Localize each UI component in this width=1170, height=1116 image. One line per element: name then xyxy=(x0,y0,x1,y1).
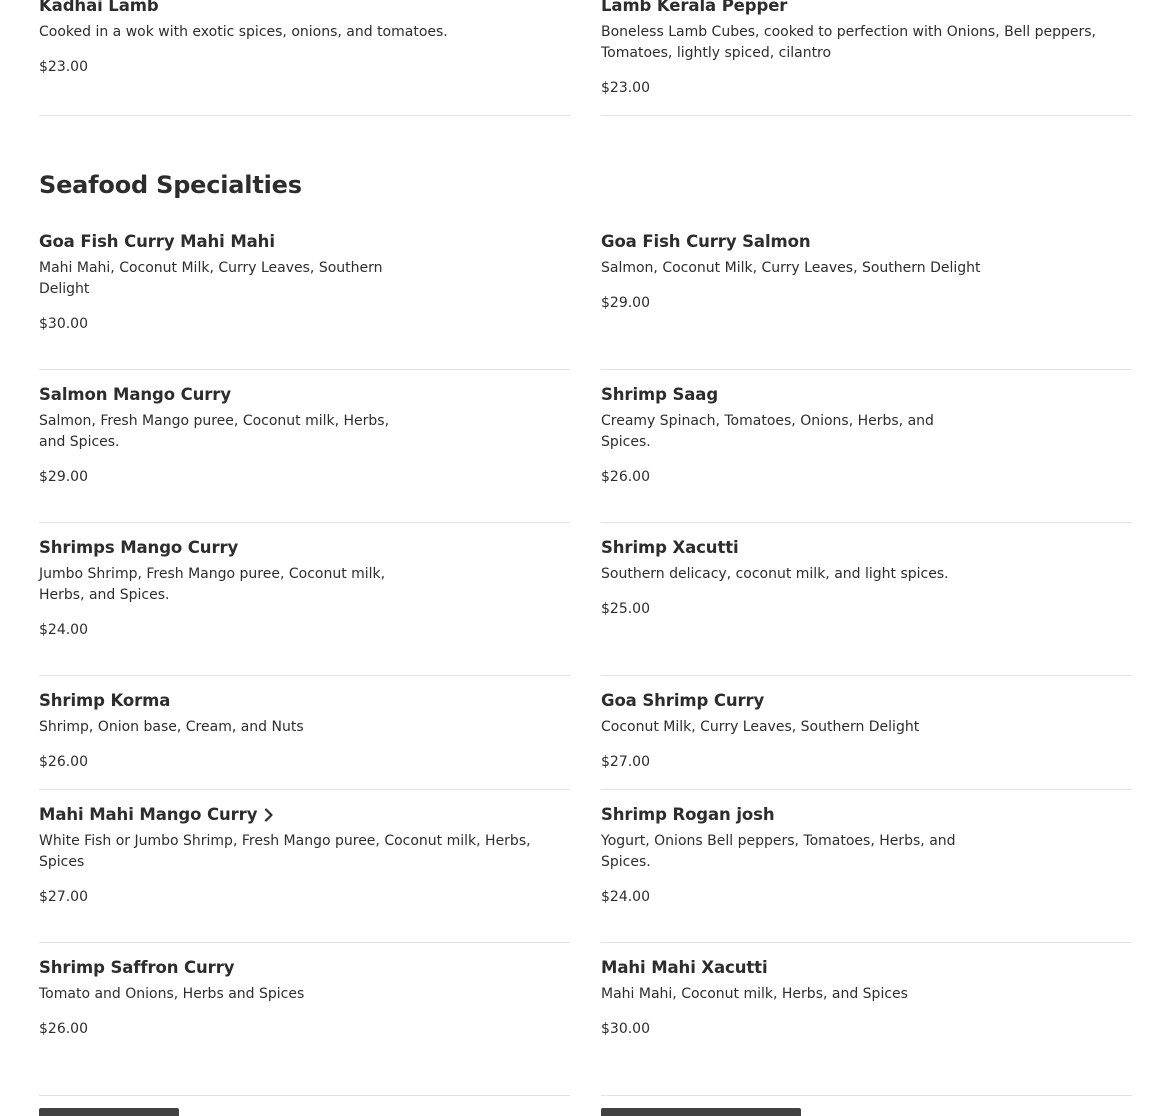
divider xyxy=(601,789,1132,790)
menu-item-description: Shrimp, Onion base, Cream, and Nuts xyxy=(39,719,304,735)
divider xyxy=(601,1095,1132,1096)
menu-item[interactable] xyxy=(601,232,1132,313)
menu-item-price: $29.00 xyxy=(601,295,650,311)
menu-item[interactable] xyxy=(39,0,570,77)
menu-item-description: Jumbo Shrimp, Fresh Mango puree, Coconut milk, Herbs, and Spices. xyxy=(39,566,386,603)
menu-item[interactable] xyxy=(39,538,570,640)
menu-item-price: $30.00 xyxy=(39,316,88,332)
divider xyxy=(601,369,1132,370)
divider xyxy=(601,675,1132,676)
divider xyxy=(39,1095,570,1096)
menu-item-price: $23.00 xyxy=(39,59,88,75)
menu-item[interactable] xyxy=(39,805,570,907)
menu-item-name: Mahi Mahi Mango Curry xyxy=(39,805,258,824)
divider xyxy=(39,675,570,676)
menu-item-price: $27.00 xyxy=(39,889,88,905)
menu-item-name: Shrimp Rogan josh xyxy=(601,805,775,824)
menu-item-peek[interactable] xyxy=(601,1108,801,1116)
menu-item-peek[interactable] xyxy=(39,1108,179,1116)
menu-item-description: Boneless Lamb Cubes, cooked to perfection with Onions, Bell peppers, Tomatoes, lightly spiced, cilantro xyxy=(601,24,1096,61)
menu-item-price: $26.00 xyxy=(601,469,650,485)
menu-item[interactable] xyxy=(39,691,570,772)
menu-item-description: Mahi Mahi, Coconut milk, Herbs, and Spices xyxy=(601,986,908,1002)
menu-item-price: $27.00 xyxy=(601,754,650,770)
menu-item-description: Mahi Mahi, Coconut Milk, Curry Leaves, Southern Delight xyxy=(39,260,383,297)
divider xyxy=(601,522,1132,523)
menu-item-description: Coconut Milk, Curry Leaves, Southern Delight xyxy=(601,719,920,735)
menu-item-description: Salmon, Fresh Mango puree, Coconut milk, Herbs, and Spices. xyxy=(39,413,390,450)
menu-item-name: Goa Shrimp Curry xyxy=(601,691,765,710)
menu-item[interactable] xyxy=(601,805,1132,907)
menu-item-name: Shrimp Saffron Curry xyxy=(39,958,235,977)
menu-item-name: Lamb Kerala Pepper xyxy=(601,0,788,15)
menu-item-name-row xyxy=(39,805,570,825)
divider xyxy=(39,369,570,370)
menu-item-price: $24.00 xyxy=(601,889,650,905)
menu-item-description: Tomato and Onions, Herbs and Spices xyxy=(39,986,305,1002)
menu-item-price: $30.00 xyxy=(601,1021,650,1037)
divider xyxy=(39,115,570,116)
menu-item-name: Kadhai Lamb xyxy=(39,0,159,15)
menu-item[interactable] xyxy=(601,538,1132,619)
divider xyxy=(601,942,1132,943)
menu-item-price: $26.00 xyxy=(39,1021,88,1037)
menu-item-price: $29.00 xyxy=(39,469,88,485)
chevron-right-icon[interactable] xyxy=(263,807,275,821)
menu-item-name: Goa Fish Curry Mahi Mahi xyxy=(39,232,275,251)
menu-item[interactable] xyxy=(39,385,570,487)
menu-item-price: $24.00 xyxy=(39,622,88,638)
menu-item-price: $25.00 xyxy=(601,601,650,617)
menu-item-description: Yogurt, Onions Bell peppers, Tomatoes, Herbs, and Spices. xyxy=(601,833,956,870)
menu-item-description: Creamy Spinach, Tomatoes, Onions, Herbs, and Spices. xyxy=(601,413,934,450)
menu-item[interactable] xyxy=(39,232,570,334)
menu-item[interactable] xyxy=(601,958,1132,1039)
menu-item-name: Shrimp Saag xyxy=(601,385,719,404)
divider xyxy=(39,942,570,943)
section-title: Seafood Specialties xyxy=(39,171,302,199)
menu-item-price: $23.00 xyxy=(601,80,650,96)
divider xyxy=(39,789,570,790)
menu-item[interactable] xyxy=(601,0,1132,98)
menu-item-description: Salmon, Coconut Milk, Curry Leaves, Southern Delight xyxy=(601,260,981,276)
menu-item-name: Shrimps Mango Curry xyxy=(39,538,239,557)
divider xyxy=(39,522,570,523)
menu-item-price: $26.00 xyxy=(39,754,88,770)
menu-item[interactable] xyxy=(601,385,1132,487)
menu-item-name: Goa Fish Curry Salmon xyxy=(601,232,811,251)
divider xyxy=(601,115,1132,116)
menu-item-name: Mahi Mahi Xacutti xyxy=(601,958,768,977)
menu-item-description: Cooked in a wok with exotic spices, onions, and tomatoes. xyxy=(39,24,448,40)
cut-off-item-name xyxy=(39,1108,179,1116)
cut-off-item-name xyxy=(601,1108,801,1116)
menu-item-description: White Fish or Jumbo Shrimp, Fresh Mango puree, Coconut milk, Herbs, Spices xyxy=(39,833,531,870)
menu-item[interactable] xyxy=(39,958,570,1039)
menu-item-description: Southern delicacy, coconut milk, and light spices. xyxy=(601,566,949,582)
menu-item-name: Salmon Mango Curry xyxy=(39,385,231,404)
menu-item-name: Shrimp Xacutti xyxy=(601,538,739,557)
menu-item[interactable] xyxy=(601,691,1132,772)
menu-item-name: Shrimp Korma xyxy=(39,691,171,710)
